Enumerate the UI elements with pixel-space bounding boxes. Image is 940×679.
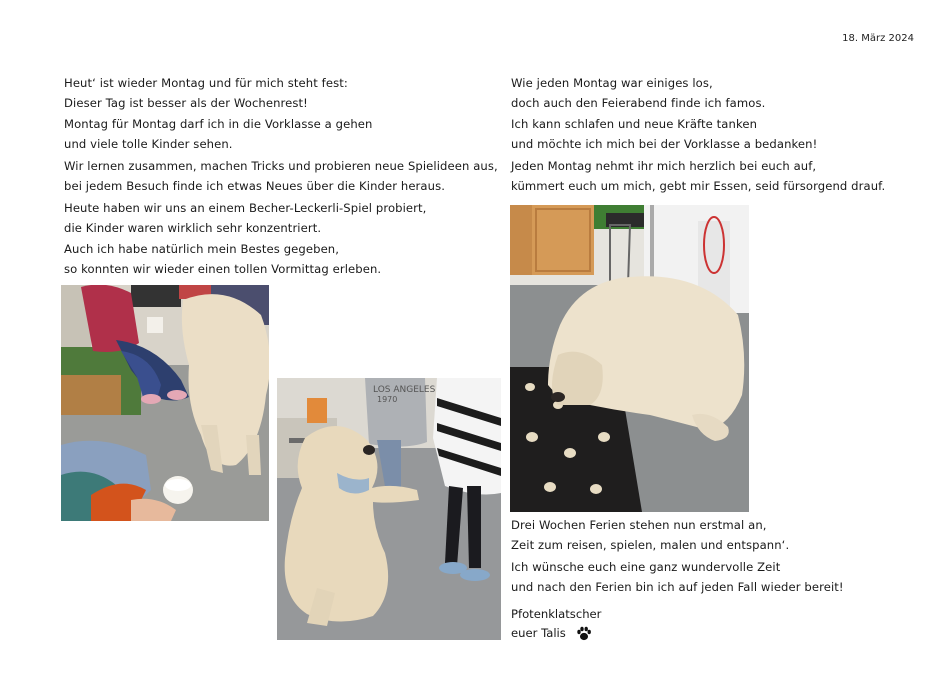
stanza-line: kümmert euch um mich, gebt mir Essen, seid fürsorgend drauf. [511, 179, 886, 193]
stanza-line: Heute haben wir uns an einem Becher-Leckerli-Spiel probiert, [64, 201, 427, 215]
stanza-2 [64, 114, 372, 154]
stanza-line: so konnten wir wieder einen tollen Vormittag erleben. [64, 262, 382, 276]
stanza-4 [64, 198, 426, 238]
stanza-line: Heut‘ ist wieder Montag und für mich steht fest: [64, 76, 348, 90]
stanza-line: Auch ich habe natürlich mein Bestes gegeben, [64, 242, 340, 256]
stanza-line: Ich kann schlafen und neue Kräfte tanken [511, 117, 758, 131]
stanza-1 [64, 73, 348, 113]
stanza-line: Jeden Montag nehmt ihr mich herzlich bei euch auf, [511, 159, 817, 173]
stanza-line: und möchte ich mich bei der Vorklasse a bedanken! [511, 137, 818, 151]
stanza-line: und nach den Ferien bin ich auf jeden Fall wieder bereit! [511, 580, 844, 594]
sweater-print-2: 1970 [377, 395, 398, 404]
signature-line-2: euer Talis [511, 626, 566, 640]
stanza-line: bei jedem Besuch finde ich etwas Neues über die Kinder heraus. [64, 179, 445, 193]
stanza-line: Ich wünsche euch eine ganz wundervolle Zeit [511, 560, 781, 574]
stanza-9 [511, 515, 789, 555]
stanza-6 [511, 73, 765, 113]
stanza-line: doch auch den Feierabend finde ich famos. [511, 96, 766, 110]
date: 18. März 2024 [842, 33, 914, 44]
stanza-line: Wir lernen zusammen, machen Tricks und probieren neue Spielideen aus, [64, 159, 498, 173]
stanza-line: und viele tolle Kinder sehen. [64, 137, 233, 151]
sweater-print-1: LOS ANGELES [373, 385, 436, 395]
stanza-line: Zeit zum reisen, spielen, malen und entspann‘. [511, 538, 790, 552]
photo-dog-with-children [61, 285, 269, 521]
stanza-7 [511, 114, 817, 154]
stanza-line: die Kinder waren wirklich sehr konzentriert. [64, 221, 322, 235]
paw-icon [576, 626, 592, 641]
stanza-8 [511, 156, 885, 196]
stanza-line: Wie jeden Montag war einiges los, [511, 76, 713, 90]
stanza-line: Drei Wochen Ferien stehen nun erstmal an, [511, 518, 767, 532]
signature-line-1: Pfotenklatscher [511, 607, 602, 621]
stanza-line: Dieser Tag ist besser als der Wochenrest! [64, 96, 308, 110]
stanza-10 [511, 557, 844, 597]
stanza-3 [64, 156, 498, 196]
photo-dog-giving-paw [277, 378, 501, 640]
photo-dog-resting-on-mat [510, 205, 749, 512]
stanza-line: Montag für Montag darf ich in die Vorklasse a gehen [64, 117, 373, 131]
stanza-5 [64, 239, 381, 279]
